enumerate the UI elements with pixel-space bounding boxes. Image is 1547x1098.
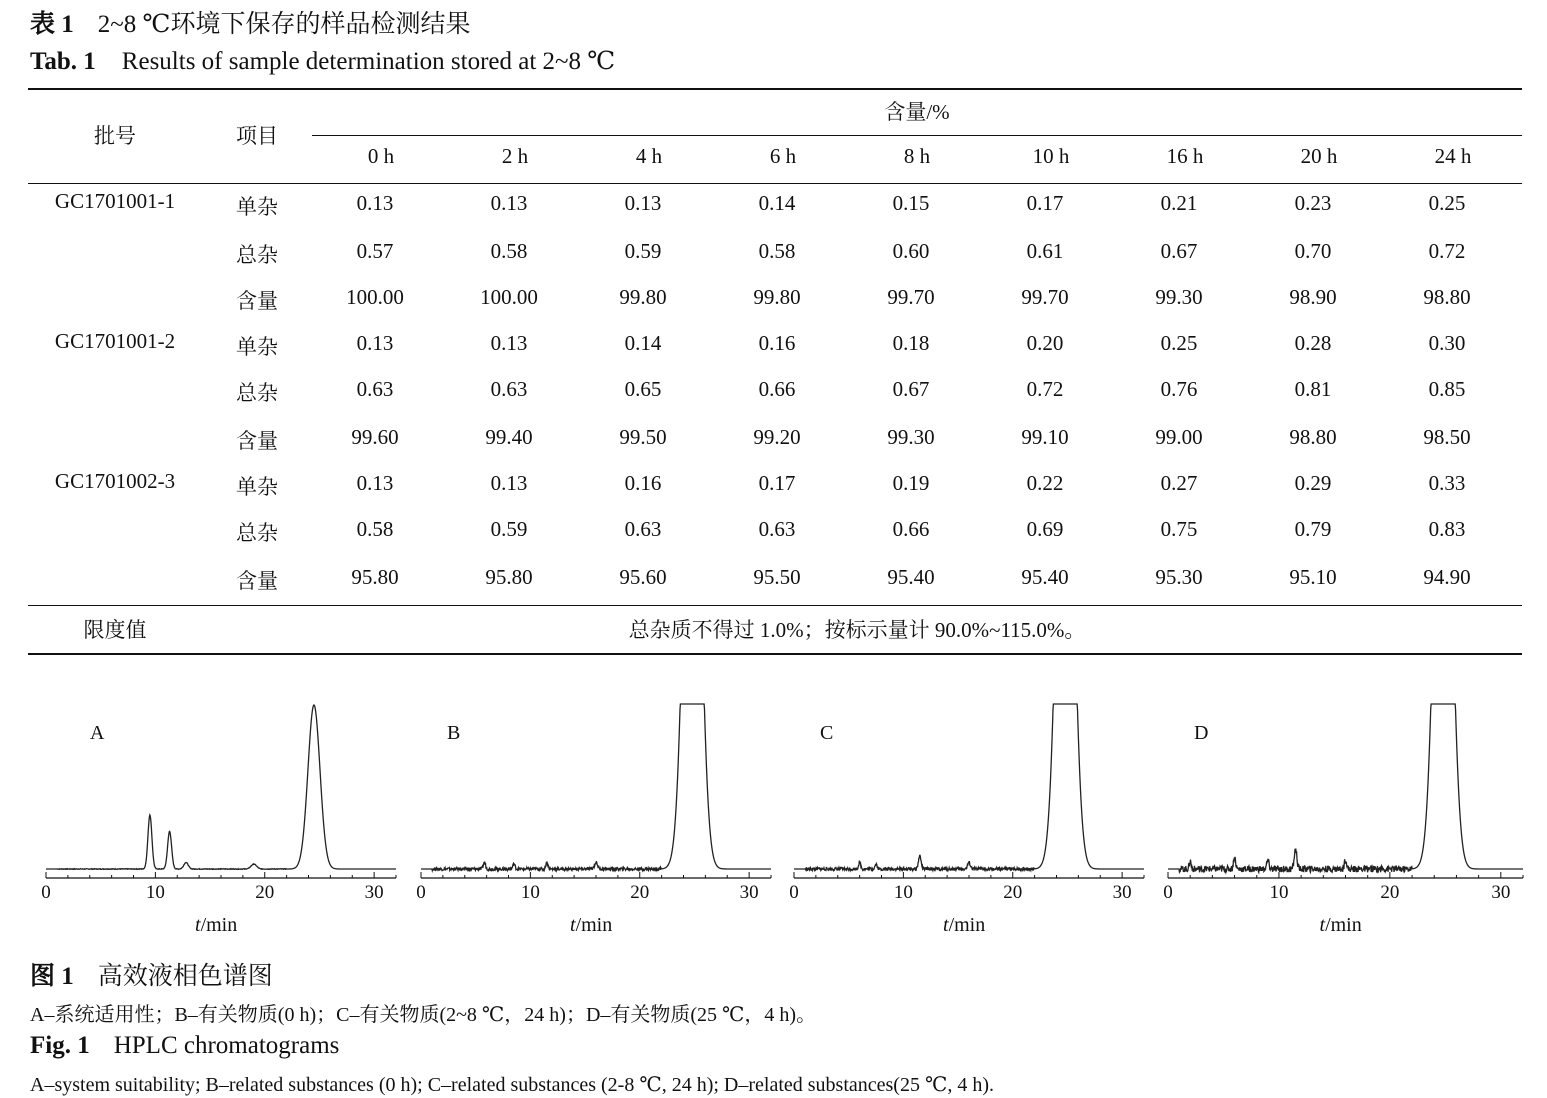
table-cell: 98.50 — [1423, 425, 1471, 449]
x-axis-label — [1320, 914, 1362, 937]
figure-caption-cn — [30, 956, 273, 992]
panel-label: C — [820, 722, 834, 744]
table-cell: 0.66 — [758, 377, 796, 401]
chromatogram-panel — [405, 690, 775, 940]
chromatogram-trace — [421, 704, 771, 871]
table-cell: 0.67 — [892, 377, 930, 401]
table-number-cn: 表 1 — [30, 11, 74, 38]
chromatogram-svg — [405, 690, 775, 920]
x-axis-label — [195, 914, 237, 937]
x-axis-variable: t — [1319, 914, 1326, 936]
table-cell: 0.61 — [1026, 239, 1064, 263]
table-title-en: Results of sample determination stored at 2~8 ℃ — [121, 48, 616, 75]
batch-number: GC1701001-2 — [54, 329, 176, 353]
table-cell: 99.30 — [1155, 285, 1203, 309]
chromatogram-trace — [794, 704, 1144, 871]
item-label: 含量 — [236, 289, 278, 313]
x-tick-label: 30 — [739, 882, 759, 903]
table-cell: 0.30 — [1428, 331, 1466, 355]
item-label: 含量 — [236, 569, 278, 593]
table-cell: 99.00 — [1155, 425, 1203, 449]
table-cell: 98.80 — [1289, 425, 1337, 449]
table-cell: 0.58 — [356, 517, 394, 541]
header-time: 10 h — [1032, 144, 1070, 168]
table-cell: 0.59 — [624, 239, 662, 263]
table-cell: 0.66 — [892, 517, 930, 541]
chromatogram-panel — [778, 690, 1148, 940]
header-time: 2 h — [501, 144, 529, 168]
x-axis-variable: t — [570, 914, 576, 936]
table-cell: 99.70 — [887, 285, 935, 309]
figure-caption-en — [30, 1032, 339, 1060]
x-axis-label — [570, 914, 612, 937]
figure-number-en: Fig. 1 — [30, 1032, 90, 1059]
x-tick-label: 0 — [789, 882, 799, 903]
table-cell: 0.17 — [758, 471, 796, 495]
x-axis-unit: /min — [200, 914, 238, 936]
table-cell: 0.22 — [1026, 471, 1064, 495]
table-header-rule — [28, 183, 1522, 184]
table-bottom-rule — [28, 653, 1522, 655]
table-cell: 0.63 — [758, 517, 796, 541]
table-cell: 0.59 — [490, 517, 528, 541]
table-cell: 99.80 — [619, 285, 667, 309]
table-cell: 0.76 — [1160, 377, 1198, 401]
figure-note-cn: A–系统适用性；B–有关物质(0 h)；C–有关物质(2~8 ℃，24 h)；D–有关物质(25 ℃，4 h)。 — [30, 1004, 817, 1026]
x-axis-unit: /min — [1325, 914, 1362, 936]
table-cell: 0.28 — [1294, 331, 1332, 355]
table-cell: 0.16 — [624, 471, 662, 495]
table-cell: 98.90 — [1289, 285, 1337, 309]
x-tick-label: 30 — [1491, 882, 1511, 903]
table-cell: 0.18 — [892, 331, 930, 355]
header-time: 20 h — [1300, 144, 1338, 168]
table-cell: 95.60 — [619, 565, 667, 589]
x-tick-label: 20 — [1380, 882, 1400, 903]
table-cell: 99.60 — [351, 425, 399, 449]
table-cell: 0.27 — [1160, 471, 1198, 495]
table-number-en: Tab. 1 — [30, 48, 96, 75]
chromatogram-svg — [778, 690, 1148, 920]
table-cell: 0.65 — [624, 377, 662, 401]
panel-label: D — [1194, 722, 1209, 744]
item-label: 单杂 — [236, 475, 278, 499]
figure-note-en: A–system suitability; B–related substances (0 h); C–related substances (2-8 ℃, 24 h); D–related substances(25 ℃, 4 h). — [30, 1074, 994, 1096]
x-tick-label: 10 — [893, 882, 913, 903]
header-batch: 批号 — [94, 124, 136, 148]
table-top-rule — [28, 88, 1522, 90]
chromatogram-panel — [30, 690, 400, 940]
item-label: 总杂 — [236, 243, 278, 267]
table-cell: 99.40 — [485, 425, 533, 449]
item-label: 含量 — [236, 429, 278, 453]
table-cell: 0.20 — [1026, 331, 1064, 355]
x-tick-label: 20 — [1003, 882, 1023, 903]
x-axis-variable: t — [195, 914, 201, 936]
table-caption-cn — [30, 4, 471, 40]
table-cell: 95.40 — [887, 565, 935, 589]
table-cell: 0.67 — [1160, 239, 1198, 263]
table-cell: 0.21 — [1160, 191, 1198, 215]
table-cell: 0.75 — [1160, 517, 1198, 541]
item-label: 总杂 — [236, 521, 278, 545]
x-axis-unit: /min — [575, 914, 613, 936]
header-time: 4 h — [635, 144, 663, 168]
table-cell: 95.50 — [753, 565, 801, 589]
table-cell: 0.13 — [356, 191, 394, 215]
table-cell: 0.17 — [1026, 191, 1064, 215]
table-cell: 99.70 — [1021, 285, 1069, 309]
x-axis-variable: t — [943, 914, 949, 936]
table-cell: 0.72 — [1428, 239, 1466, 263]
table-group-rule — [312, 135, 1522, 136]
header-time: 6 h — [769, 144, 797, 168]
x-tick-label: 10 — [520, 882, 540, 903]
table-cell: 99.50 — [619, 425, 667, 449]
table-cell: 0.83 — [1428, 517, 1466, 541]
x-tick-label: 10 — [145, 882, 165, 903]
chromatogram-svg — [30, 690, 400, 920]
table-cell: 95.80 — [351, 565, 399, 589]
panel-label: B — [447, 722, 461, 744]
x-tick-label: 0 — [1163, 882, 1173, 903]
table-cell: 95.30 — [1155, 565, 1203, 589]
table-cell: 0.58 — [490, 239, 528, 263]
table-caption-en — [30, 46, 615, 76]
table-cell: 0.23 — [1294, 191, 1332, 215]
item-label: 总杂 — [236, 381, 278, 405]
table-cell: 100.00 — [480, 285, 538, 309]
header-time: 0 h — [367, 144, 395, 168]
x-tick-label: 30 — [364, 882, 384, 903]
table-cell: 0.14 — [758, 191, 796, 215]
table-title-cn: 2~8 ℃环境下保存的样品检测结果 — [97, 11, 471, 38]
table-cell: 98.80 — [1423, 285, 1471, 309]
table-cell: 0.25 — [1160, 331, 1198, 355]
item-label: 单杂 — [236, 335, 278, 359]
x-tick-label: 30 — [1112, 882, 1132, 903]
table-cell: 0.13 — [356, 471, 394, 495]
table-cell: 99.20 — [753, 425, 801, 449]
table-cell: 0.14 — [624, 331, 662, 355]
table-cell: 0.60 — [892, 239, 930, 263]
table-cell: 0.13 — [490, 191, 528, 215]
table-cell: 99.30 — [887, 425, 935, 449]
limit-label: 限度值 — [83, 618, 147, 642]
table-cell: 0.15 — [892, 191, 930, 215]
table-cell: 99.10 — [1021, 425, 1069, 449]
x-axis-label — [943, 914, 985, 937]
header-content-group: 含量/% — [884, 100, 950, 124]
table-cell: 0.57 — [356, 239, 394, 263]
panel-label: A — [90, 722, 105, 744]
x-tick-label: 10 — [1269, 882, 1289, 903]
chromatogram-panel — [1152, 690, 1527, 940]
table-cell: 0.81 — [1294, 377, 1332, 401]
table-cell: 0.16 — [758, 331, 796, 355]
header-time: 16 h — [1166, 144, 1204, 168]
table-cell: 95.10 — [1289, 565, 1337, 589]
table-cell: 0.63 — [356, 377, 394, 401]
table-cell: 0.13 — [624, 191, 662, 215]
table-cell: 0.19 — [892, 471, 930, 495]
batch-number: GC1701001-1 — [54, 189, 176, 213]
table-cell: 94.90 — [1423, 565, 1471, 589]
figure-title-en: HPLC chromatograms — [113, 1032, 340, 1059]
item-label: 单杂 — [236, 195, 278, 219]
table-cell: 0.69 — [1026, 517, 1064, 541]
table-cell: 0.58 — [758, 239, 796, 263]
limit-text: 总杂质不得过 1.0%；按标示量计 90.0%~115.0%。 — [628, 618, 1086, 642]
chromatogram-trace — [1168, 704, 1523, 872]
figure-title-cn: 高效液相色谱图 — [97, 963, 273, 990]
table-cell: 95.40 — [1021, 565, 1069, 589]
header-time: 8 h — [903, 144, 931, 168]
table-cell: 100.00 — [346, 285, 404, 309]
table-cell: 0.33 — [1428, 471, 1466, 495]
table-cell: 0.13 — [490, 471, 528, 495]
x-tick-label: 20 — [255, 882, 275, 903]
table-cell: 0.63 — [490, 377, 528, 401]
table-cell: 0.13 — [356, 331, 394, 355]
chromatogram-svg — [1152, 690, 1527, 920]
table-cell: 0.85 — [1428, 377, 1466, 401]
header-time: 24 h — [1434, 144, 1472, 168]
header-item: 项目 — [236, 124, 278, 148]
chromatogram-trace — [46, 705, 396, 869]
table-cell: 99.80 — [753, 285, 801, 309]
x-tick-label: 0 — [41, 882, 51, 903]
table-cell: 0.72 — [1026, 377, 1064, 401]
table-body-rule — [28, 605, 1522, 606]
x-tick-label: 20 — [630, 882, 650, 903]
table-cell: 0.25 — [1428, 191, 1466, 215]
table-cell: 0.79 — [1294, 517, 1332, 541]
batch-number: GC1701002-3 — [54, 469, 176, 493]
x-axis-unit: /min — [948, 914, 986, 936]
table-cell: 0.63 — [624, 517, 662, 541]
figure-number-cn: 图 1 — [30, 963, 74, 990]
table-cell: 0.29 — [1294, 471, 1332, 495]
table-cell: 95.80 — [485, 565, 533, 589]
table-cell: 0.70 — [1294, 239, 1332, 263]
x-tick-label: 0 — [416, 882, 426, 903]
table-cell: 0.13 — [490, 331, 528, 355]
